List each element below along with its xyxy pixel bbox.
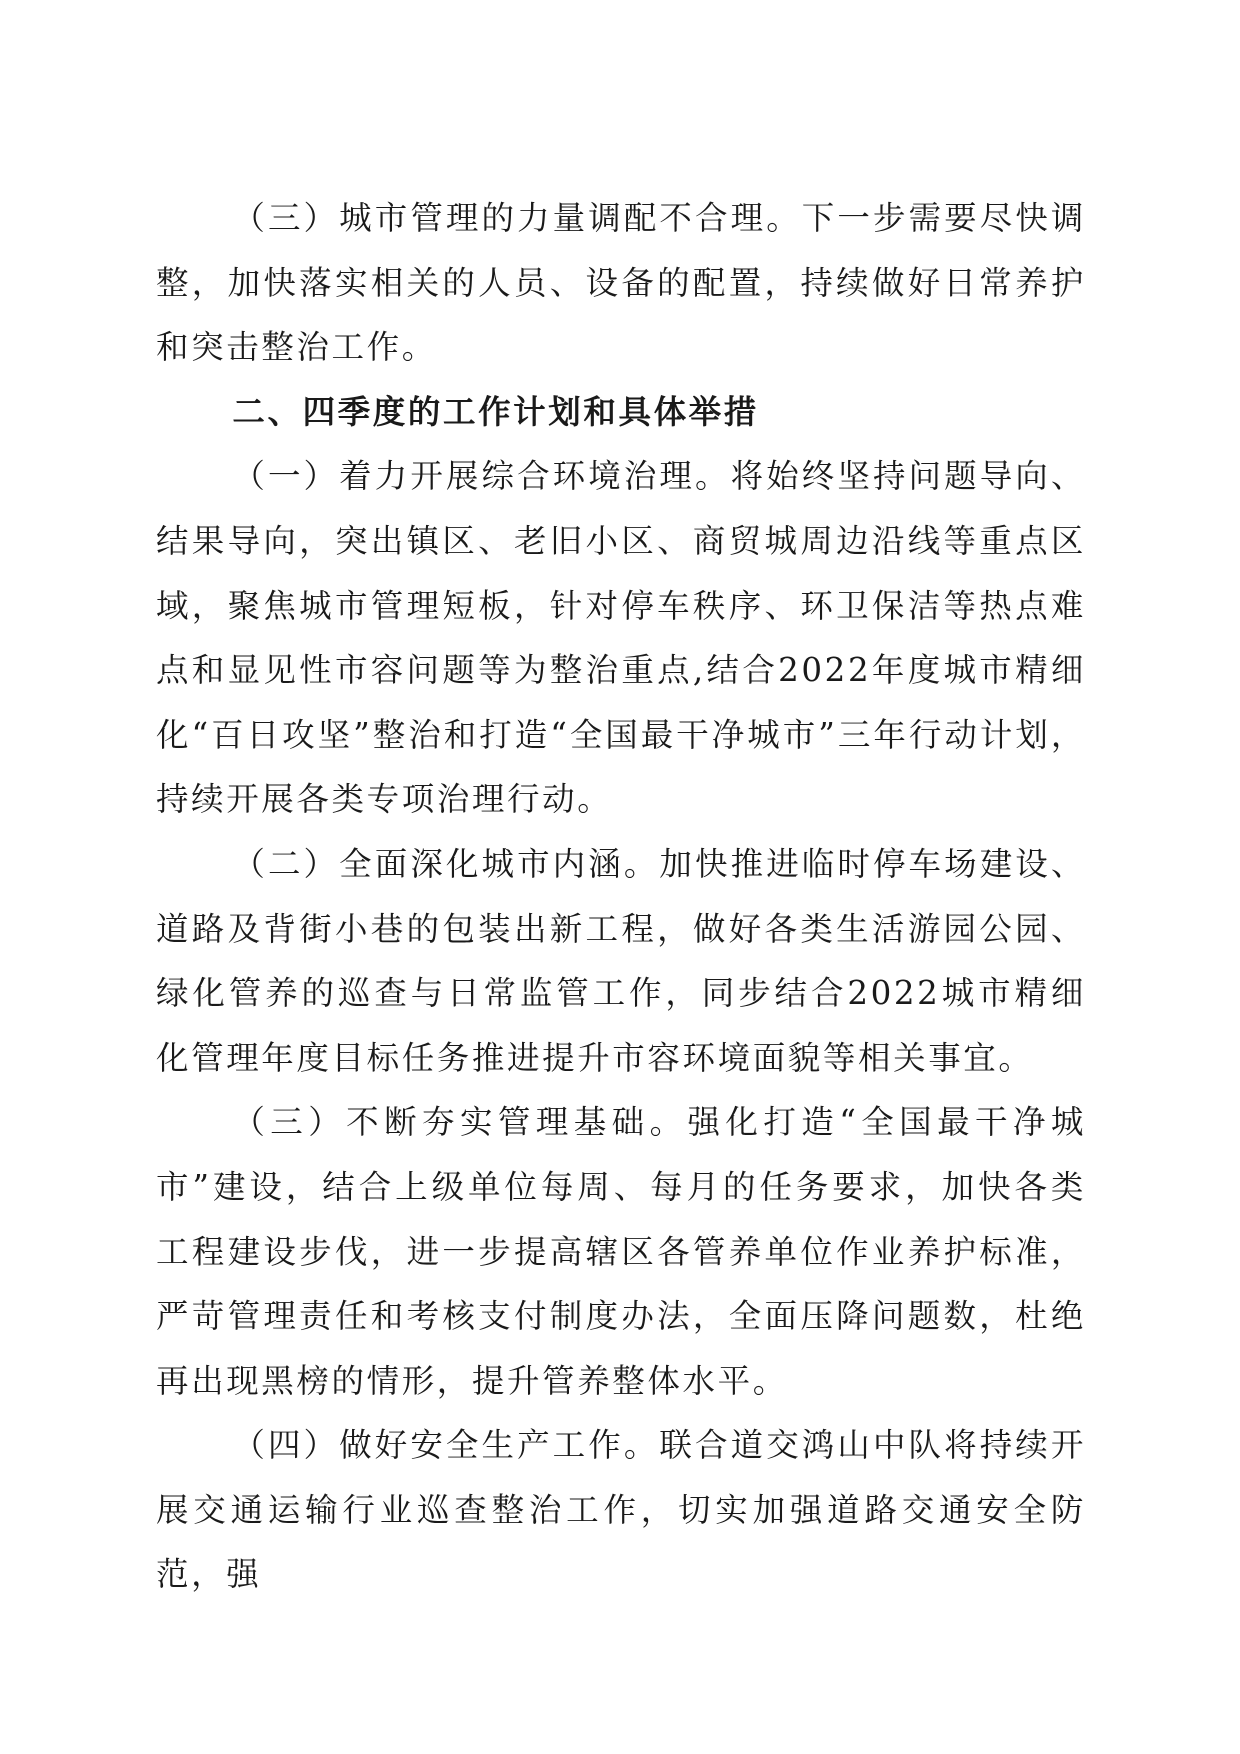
document-body <box>156 186 1086 1607</box>
paragraph-power-allocation: （三）城市管理的力量调配不合理。下一步需要尽快调整，加快落实相关的人员、设备的配置，持续做好日常养护和突击整治工作。 <box>156 199 1086 367</box>
paragraph-safety-production: （四）做好安全生产工作。联合道交鸿山中队将持续开展交通运输行业巡查整治工作，切实加强道路交通安全防范，强 <box>156 1426 1086 1594</box>
paragraph-management-foundation: （三）不断夯实管理基础。强化打造“全国最干净城市”建设，结合上级单位每周、每月的任务要求，加快各类工程建设步伐，进一步提高辖区各管养单位作业养护标准，严苛管理责任和考核支付制度办法，全面压降问题数，杜绝再出现黑榜的情形，提升管养整体水平。 <box>156 1103 1086 1400</box>
paragraph-city-connotation: （二）全面深化城市内涵。加快推进临时停车场建设、道路及背街小巷的包装出新工程，做好各类生活游园公园、绿化管养的巡查与日常监管工作，同步结合2022城市精细化管理年度目标任务推进提升市容环境面貌等相关事宜。 <box>156 844 1086 1077</box>
section-heading-q4-plan: 二、四季度的工作计划和具体举措 <box>232 392 759 431</box>
paragraph-environment-governance: （一）着力开展综合环境治理。将始终坚持问题导向、结果导向，突出镇区、老旧小区、商贸城周边沿线等重点区域，聚焦城市管理短板，针对停车秩序、环卫保洁等热点难点和显见性市容问题等为整治重点,结合2022年度城市精细化“百日攻坚”整治和打造“全国最干净城市”三年行动计划，持续开展各类专项治理行动。 <box>156 457 1086 819</box>
